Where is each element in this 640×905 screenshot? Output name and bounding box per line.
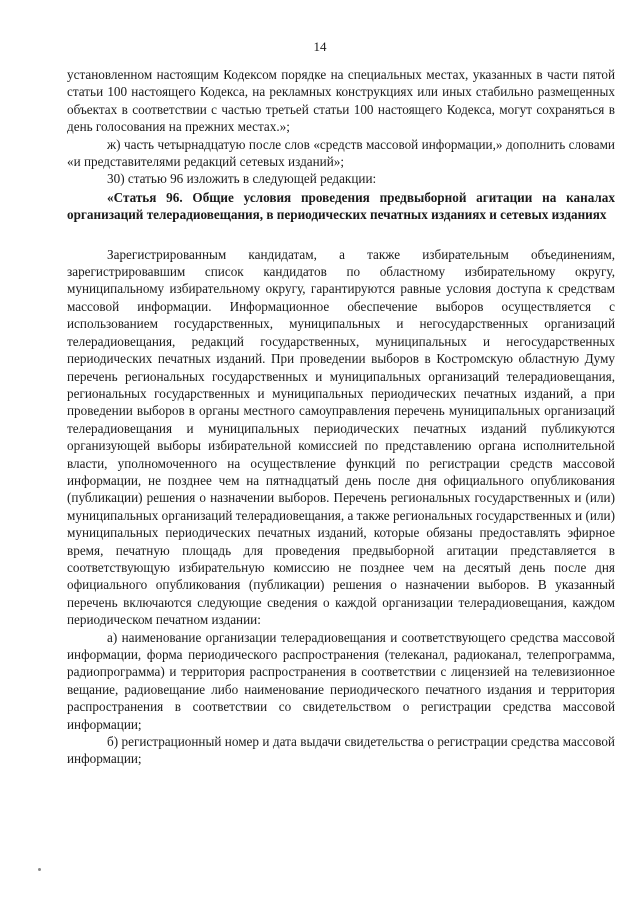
document-body xyxy=(67,66,615,768)
spacer xyxy=(67,224,615,246)
paragraph-item-30: 30) статью 96 изложить в следующей редакции: xyxy=(107,171,377,187)
scan-artifact-dot xyxy=(38,868,41,871)
paragraph-amendment-zh: ж) часть четырнадцатую после слов «средств массовой информации,» дополнить словами «и представителями редакций сетевых изданий»; xyxy=(67,136,615,170)
paragraph-item-b: б) регистрационный номер и дата выдачи свидетельства о регистрации средства массовой информации; xyxy=(67,734,615,767)
article-heading: «Статья 96. Общие условия проведения предвыборной агитации на каналах организаций телерадиовещания, в периодических печатных изданиях и сетевых изданиях xyxy=(67,189,615,223)
paragraph-continuation: установленном настоящим Кодексом порядке на специальных местах, указанных в части пятой статьи 100 настоящего Кодекса, на рекламных конструкциях или иных стабильно размещенных объектах в соответствии с частью третьей статьи 100 настоящего Кодекса, могут сохраняться в день голосования на прежних местах.»; xyxy=(67,67,615,135)
paragraph-main: Зарегистрированным кандидатам, а также избирательным объединениям, зарегистрировавшим список кандидатов по областному избирательному округу, муниципальному избирательному округу, гарантируются равные условия доступа к средствам массовой информации. Информационное обеспечение выборов осуществляется с использованием государственных, муниципальных и негосударственных организаций телерадиовещания, редакций государственных, муниципальных и негосударственных периодических печатных изданий. При проведении выборов в Костромскую областную Думу перечень региональных государственных и муниципальных организаций телерадиовещания, региональных государственных и муниципальных периодических печатных изданий, а при проведении выборов в органы местного самоуправления перечень муниципальных организаций телерадиовещания и муниципальных периодических печатных изданий публикуются организующей выборы избирательной комиссией по представлению органа исполнительной власти, уполномоченного на осуществление функций по регистрации средств массовой информации, не позднее чем на пятнадцатый день после дня официального опубликования (публикации) решения о назначении выборов. Перечень региональных государственных и (или) муниципальных организаций телерадиовещания, а также региональных государственных и (или) муниципальных периодических печатных изданий, которые обязаны предоставлять эфирное время, печатную площадь для проведения предвыборной агитации представляется в соответствующую избирательную комиссию не позднее чем на десятый день после дня официального опубликования (публикации) решения о назначении выборов. В указанный перечень включаются следующие сведения о каждой организации телерадиовещания, каждом периодическом печатном издании: xyxy=(67,246,615,628)
paragraph-item-a: а) наименование организации телерадиовещания и соответствующего средства массовой информации, форма периодического распространения (телеканал, радиоканал, телепрограмма, радиопрограмма) и территория распространения в соответствии с лицензией на телевизионное вещание, радиовещание либо наименование периодического печатного издания и территория распространения в соответствии со свидетельством о регистрации средства массовой информации; xyxy=(67,629,615,732)
page-number: 14 xyxy=(313,39,327,54)
